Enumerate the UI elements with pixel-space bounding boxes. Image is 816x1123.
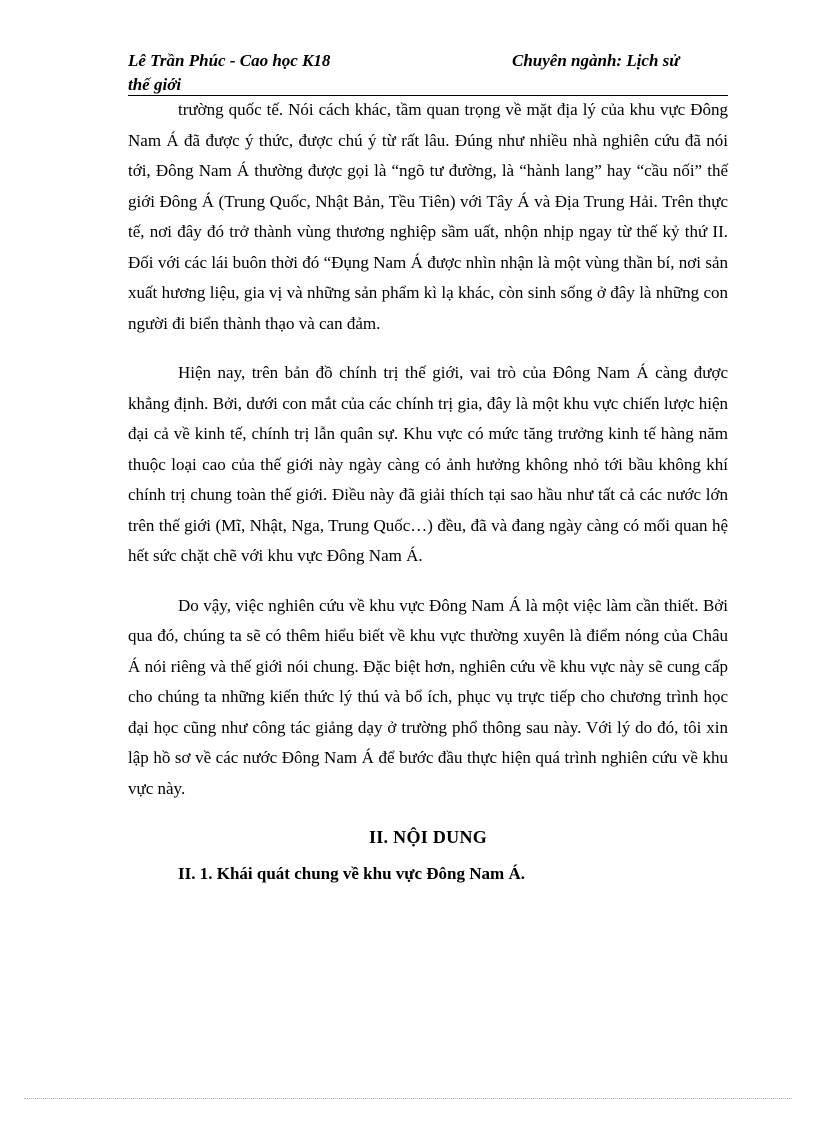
section-heading: II. NỘI DUNG bbox=[368, 827, 488, 847]
header-major: Chuyên ngành: Lịch sử bbox=[512, 51, 680, 70]
header-major-continued: thế giới bbox=[128, 75, 182, 94]
page-bottom-divider bbox=[24, 1098, 792, 1099]
subsection-heading: II. 1. Khái quát chung về khu vực Đông Nam Á. bbox=[178, 863, 525, 883]
body-paragraph: Do vậy, việc nghiên cứu về khu vực Đông Nam Á là một việc làm cần thiết. Bởi qua đó, chúng ta sẽ có thêm hiểu biết về khu vực thường xuyên là điểm nóng của Châu Á nói riêng và thế giới nói chung. Đặc biệt hơn, nghiên cứu về khu vực này sẽ cung cấp cho chúng ta những kiến thức lý thú và bổ ích, phục vụ trực tiếp cho chương trình học đại học cũng như công tác giảng dạy ở trường phổ thông sau này. Với lý do đó, tôi xin lập hồ sơ về các nước Đông Nam Á để bước đầu thực hiện quá trình nghiên cứu về khu vực này. bbox=[128, 595, 728, 798]
body-paragraph: Hiện nay, trên bản đồ chính trị thế giới, vai trò của Đông Nam Á càng được khẳng định. Bởi, dưới con mắt của các chính trị gia, đây là một khu vực chiến lược hiện đại cả về kinh tế, chính trị lẫn quân sự. Khu vực có mức tăng trưởng kinh tế hàng năm thuộc loại cao của thế giới này ngày càng có ảnh hưởng không nhỏ tới bầu không khí chính trị chung toàn thế giới. Điều này đã giải thích tại sao hầu như tất cả các nước lớn trên thế giới (Mĩ, Nhật, Nga, Trung Quốc…) đều, đã và đang ngày càng có mối quan hệ hết sức chặt chẽ với khu vực Đông Nam Á. bbox=[128, 363, 728, 565]
document-body bbox=[128, 95, 728, 889]
body-paragraph: trường quốc tế. Nói cách khác, tầm quan trọng về mặt địa lý của khu vực Đông Nam Á đã được ý thức, được chú ý từ rất lâu. Đúng như nhiều nhà nghiên cứu đã nói tới, Đông Nam Á thường được gọi là “ngõ tư đường, là “hành lang” hay “cầu nối” thế giới Đông Á (Trung Quốc, Nhật Bản, Tều Tiên) với Tây Á và Địa Trung Hải. Trên thực tế, nơi đây đó trở thành vùng thương nghiệp sầm uất, nhộn nhịp ngay từ thế kỷ thứ II. Đối với các lái buôn thời đó “Đụng Nam Á được nhìn nhận là một vùng thần bí, nơi sản xuất hương liệu, gia vị và những sản phẩm kì lạ khác, còn sinh sống ở đây là những con người đi biển thành thạo và can đảm. bbox=[128, 100, 728, 333]
header-author: Lê Trần Phúc - Cao học K18 bbox=[128, 51, 331, 70]
